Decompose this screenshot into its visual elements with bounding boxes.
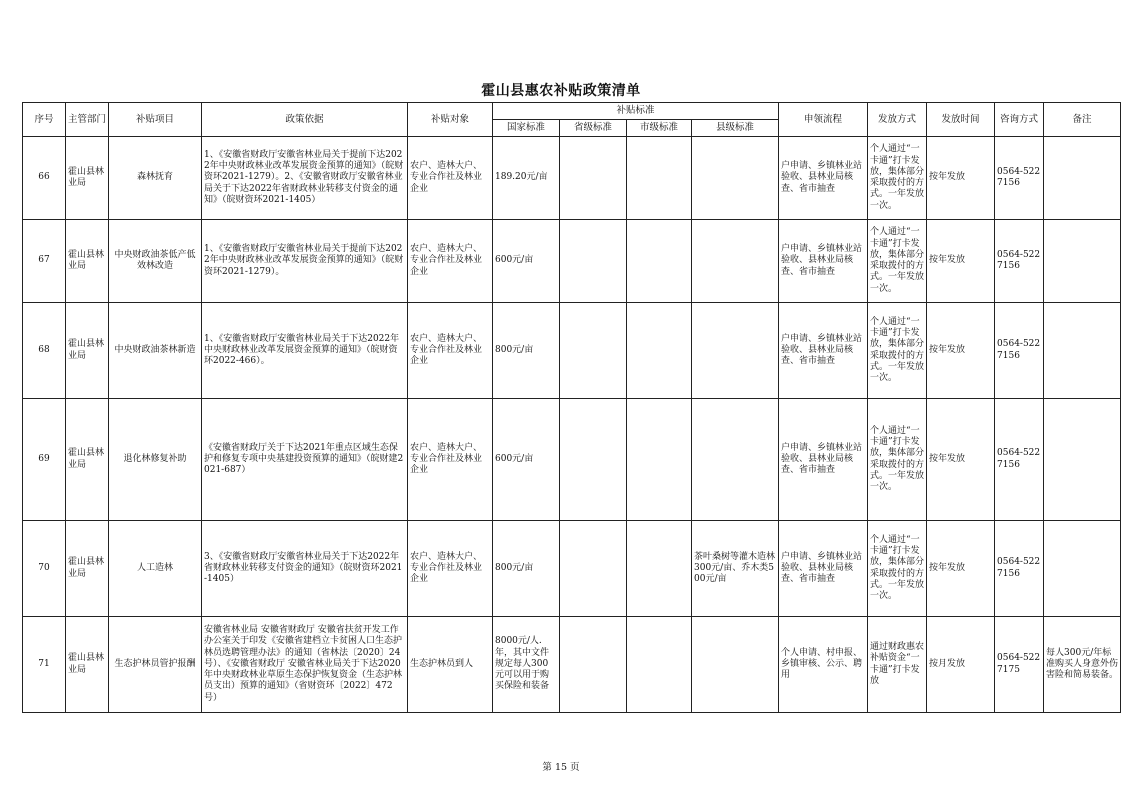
target-cell: 生态护林员到人 <box>408 617 493 713</box>
header-seq: 序号 <box>23 103 66 137</box>
seq-cell: 66 <box>23 137 66 220</box>
table-row <box>23 303 1121 399</box>
dept-cell: 霍山县林业局 <box>66 399 109 521</box>
header-standard: 补贴标准 <box>493 103 779 120</box>
county-standard-cell <box>692 399 779 521</box>
header-contact: 咨询方式 <box>995 103 1044 137</box>
method-cell: 个人通过“一卡通”打卡发放，集体部分采取拨付的方式。一年发放一次。 <box>868 303 927 399</box>
city-standard-cell <box>627 617 692 713</box>
city-standard-cell <box>627 137 692 220</box>
dept-cell: 霍山县林业局 <box>66 617 109 713</box>
remark-cell <box>1044 399 1121 521</box>
contact-cell: 0564-5227156 <box>995 303 1044 399</box>
header-basis: 政策依据 <box>202 103 408 137</box>
county-standard-cell <box>692 137 779 220</box>
header-method: 发放方式 <box>868 103 927 137</box>
provincial-standard-cell <box>560 220 627 303</box>
city-standard-cell <box>627 399 692 521</box>
contact-cell: 0564-5227156 <box>995 521 1044 617</box>
national-standard-cell: 8000元/人.年，其中文件规定每人300元可以用于购买保险和装备 <box>493 617 560 713</box>
process-cell: 户申请、乡镇林业站验收、县林业局核查、省市抽查 <box>779 220 868 303</box>
time-cell: 按年发放 <box>927 521 995 617</box>
page-number: 第 15 页 <box>542 762 580 773</box>
dept-cell: 霍山县林业局 <box>66 521 109 617</box>
contact-cell: 0564-5227175 <box>995 617 1044 713</box>
item-cell: 人工造林 <box>109 521 202 617</box>
remark-cell: 每人300元/年标准购买人身意外伤害险和简易装备。 <box>1044 617 1121 713</box>
city-standard-cell <box>627 303 692 399</box>
time-cell: 按年发放 <box>927 303 995 399</box>
header-item: 补贴项目 <box>109 103 202 137</box>
table-row <box>23 521 1121 617</box>
basis-cell: 1、《安徽省财政厅安徽省林业局关于提前下达2022年中央财政林业改革发展资金预算的通知》（皖财资环2021-1279）。2、《安徽省财政厅安徽省林业局关于下达2022年省财政林业转移支付资金的通知》（皖财资环2021-1405） <box>202 137 408 220</box>
provincial-standard-cell <box>560 521 627 617</box>
remark-cell <box>1044 137 1121 220</box>
method-cell: 个人通过“一卡通”打卡发放，集体部分采取拨付的方式。一年发放一次。 <box>868 137 927 220</box>
process-cell: 户申请、乡镇林业站验收、县林业局核查、省市抽查 <box>779 137 868 220</box>
city-standard-cell <box>627 521 692 617</box>
seq-cell: 70 <box>23 521 66 617</box>
target-cell: 农户、造林大户、专业合作社及林业企业 <box>408 220 493 303</box>
basis-cell: 1、《安徽省财政厅安徽省林业局关于下达2022年中央财政林业改革发展资金预算的通知》（皖财资环2022-466）。 <box>202 303 408 399</box>
target-cell: 农户、造林大户、专业合作社及林业企业 <box>408 137 493 220</box>
seq-cell: 68 <box>23 303 66 399</box>
header-provincial: 省级标准 <box>560 120 627 137</box>
header-target: 补贴对象 <box>408 103 493 137</box>
header-dept: 主管部门 <box>66 103 109 137</box>
seq-cell: 69 <box>23 399 66 521</box>
table-row <box>23 617 1121 713</box>
seq-cell: 71 <box>23 617 66 713</box>
county-standard-cell <box>692 617 779 713</box>
process-cell: 户申请、乡镇林业站验收、县林业局核查、省市抽查 <box>779 521 868 617</box>
time-cell: 按年发放 <box>927 220 995 303</box>
seq-cell: 67 <box>23 220 66 303</box>
dept-cell: 霍山县林业局 <box>66 220 109 303</box>
table-row <box>23 399 1121 521</box>
provincial-standard-cell <box>560 303 627 399</box>
method-cell: 个人通过“一卡通”打卡发放，集体部分采取拨付的方式。一年发放一次。 <box>868 220 927 303</box>
target-cell: 农户、造林大户、专业合作社及林业企业 <box>408 399 493 521</box>
method-cell: 个人通过“一卡通”打卡发放，集体部分采取拨付的方式。一年发放一次。 <box>868 521 927 617</box>
time-cell: 按年发放 <box>927 137 995 220</box>
basis-cell: 《安徽省财政厅关于下达2021年重点区域生态保护和修复专项中央基建投资预算的通知》（皖财建2021-687） <box>202 399 408 521</box>
header-remark: 备注 <box>1044 103 1121 137</box>
item-cell: 生态护林员管护报酬 <box>109 617 202 713</box>
county-standard-cell: 茶叶桑树等灌木造林300元/亩、乔木类500元/亩 <box>692 521 779 617</box>
dept-cell: 霍山县林业局 <box>66 137 109 220</box>
method-cell: 通过财政惠农补贴资金“一卡通”打卡发放 <box>868 617 927 713</box>
county-standard-cell <box>692 220 779 303</box>
page-title: 霍山县惠农补贴政策清单 <box>481 83 641 99</box>
national-standard-cell: 189.20元/亩 <box>493 137 560 220</box>
header-county: 县级标准 <box>692 120 779 137</box>
city-standard-cell <box>627 220 692 303</box>
basis-cell: 1、《安徽省财政厅安徽省林业局关于提前下达2022年中央财政林业改革发展资金预算的通知》（皖财资环2021-1279）。 <box>202 220 408 303</box>
national-standard-cell: 800元/亩 <box>493 303 560 399</box>
method-cell: 个人通过“一卡通”打卡发放，集体部分采取拨付的方式。一年发放一次。 <box>868 399 927 521</box>
contact-cell: 0564-5227156 <box>995 399 1044 521</box>
remark-cell <box>1044 521 1121 617</box>
provincial-standard-cell <box>560 137 627 220</box>
basis-cell: 3、《安徽省财政厅安徽省林业局关于下达2022年省财政林业转移支付资金的通知》（皖财资环2021-1405） <box>202 521 408 617</box>
item-cell: 中央财政油茶林新造 <box>109 303 202 399</box>
provincial-standard-cell <box>560 617 627 713</box>
item-cell: 中央财政油茶低产低效林改造 <box>109 220 202 303</box>
contact-cell: 0564-5227156 <box>995 137 1044 220</box>
table-body <box>23 137 1121 713</box>
item-cell: 森林抚育 <box>109 137 202 220</box>
national-standard-cell: 800元/亩 <box>493 521 560 617</box>
remark-cell <box>1044 220 1121 303</box>
basis-cell: 安徽省林业局 安徽省财政厅 安徽省扶贫开发工作办公室关于印发《安徽省建档立卡贫困人口生态护林员选聘管理办法》的通知（省林法〔2020〕24号）、《安徽省财政厅 安徽省林业局关于下达2020年中央财政林业草原生态保护恢复资金（生态护林员支出）预算的通知》（省财资环〔2022〕472号） <box>202 617 408 713</box>
header-process: 申领流程 <box>779 103 868 137</box>
national-standard-cell: 600元/亩 <box>493 220 560 303</box>
process-cell: 户申请、乡镇林业站验收、县林业局核查、省市抽查 <box>779 399 868 521</box>
remark-cell <box>1044 303 1121 399</box>
county-standard-cell <box>692 303 779 399</box>
contact-cell: 0564-5227156 <box>995 220 1044 303</box>
item-cell: 退化林修复补助 <box>109 399 202 521</box>
process-cell: 个人申请、村申报、乡镇审核、公示、聘用 <box>779 617 868 713</box>
subsidy-policy-table <box>22 102 1121 713</box>
table-row <box>23 220 1121 303</box>
header-city: 市级标准 <box>627 120 692 137</box>
target-cell: 农户、造林大户、专业合作社及林业企业 <box>408 521 493 617</box>
process-cell: 户申请、乡镇林业站验收、县林业局核查、省市抽查 <box>779 303 868 399</box>
provincial-standard-cell <box>560 399 627 521</box>
header-time: 发放时间 <box>927 103 995 137</box>
dept-cell: 霍山县林业局 <box>66 303 109 399</box>
table-row <box>23 137 1121 220</box>
time-cell: 按年发放 <box>927 399 995 521</box>
target-cell: 农户、造林大户、专业合作社及林业企业 <box>408 303 493 399</box>
header-national: 国家标准 <box>493 120 560 137</box>
national-standard-cell: 600元/亩 <box>493 399 560 521</box>
time-cell: 按月发放 <box>927 617 995 713</box>
